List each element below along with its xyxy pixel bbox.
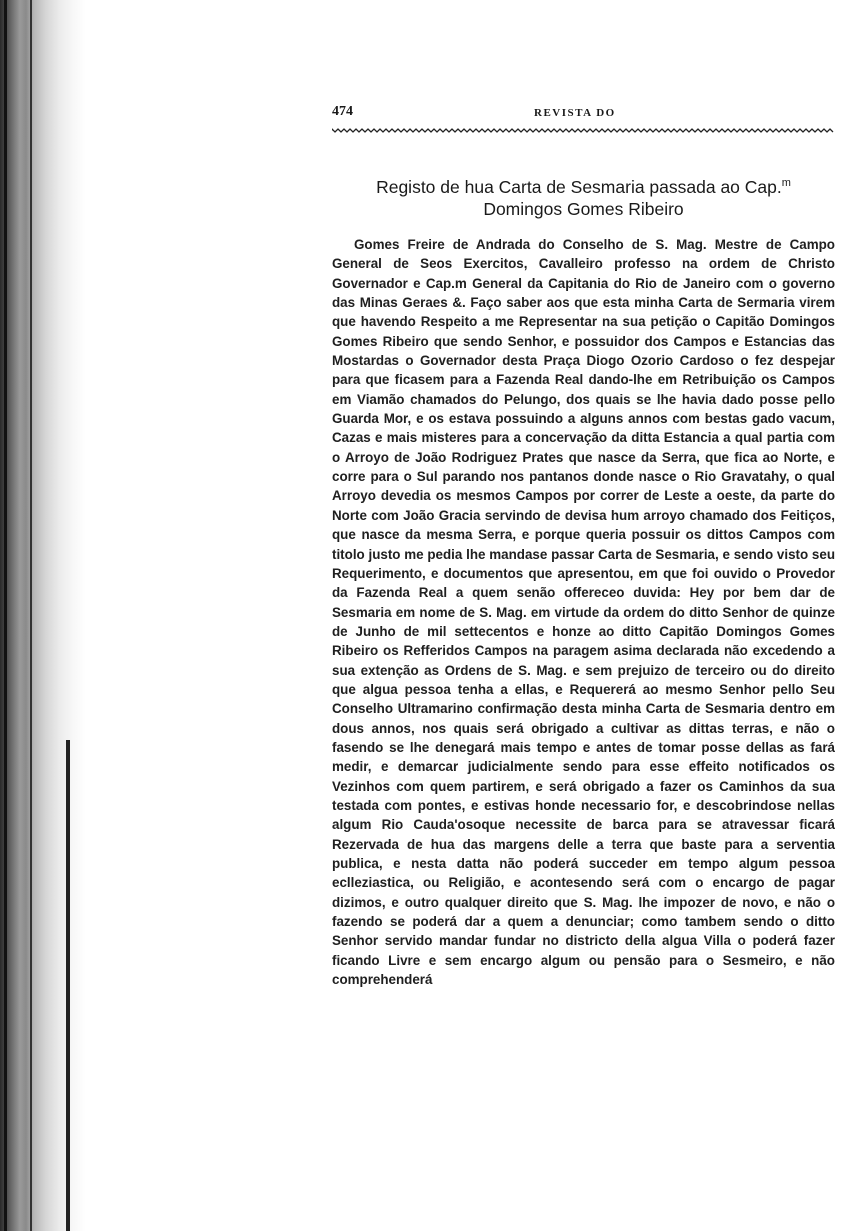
body-paragraph: Gomes Freire de Andrada do Conselho de S. Mag. Mestre de Campo General de Seos Exercitos, Cavalleiro professo na ordem de Christo Governador e Cap.m General da Capitania do Rio de Janeiro com o governo das Minas Geraes &. Faço saber aos que esta minha Carta de Sermaria virem que havendo Respeito a me Representar na sua petição o Capitão Domingos Gomes Ribeiro que sendo Senhor, e possuidor dos Campos e Estancias das Mostardas o Governador desta Praça Diogo Ozorio Cardoso o fez despejar para que ficasem para a Fazenda Real dando-lhe em Retribuição os Campos em Viamão chamados do Pelungo, dos quais se lhe havia dado posse pello Guarda Mor, e os estava possuindo a alguns annos com bestas gado vacum, Cazas e mais misteres para a concervação da ditta Estancia a qual partia com o Arroyo de João Rodriguez Prates que nasce da Serra, que fica ao Norte, e corre para o Sul parando nos pantanos donde nasce o Rio Gravatahy, o qual Arroyo devedia os mesmos Campos por correr de Leste a oeste, da parte do Norte com João Gracia servindo de devisa hum arroyo chamado dos Feitiços, que nasce da mesma Serra, e porque queria possuir os dittos Campos com titolo justo me pedia lhe mandase passar Carta de Sesmaria, e sendo visto seu Requerimento, e documentos que apresentou, em que foi ouvido o Provedor da Fazenda Real a quem senão offereceo duvida: Hey por bem dar de Sesmaria em nome de S. Mag. em virtude da ordem do ditto Senhor de quinze de Junho de mil settecentos e honze ao ditto Capitão Domingos Gomes Ribeiro os Refferidos Campos na paragem asima declarada não excedendo a sua extenção as Ordens de S. Mag. e sem prejuizo de terceiro ou do direito que algua pessoa tenha a ellas, e Requererá ao mesmo Senhor pello Seu Conselho Ultramarino confirmação desta minha Carta de Sesmaria dentro em dous annos, nos quais será obrigado a cultivar as dittas terras, e não o fasendo se lhe denegará mais tempo e antes de tomar posse dellas as fará medir, e demarcar judicialmente sendo para esse effeito notificados os Vezinhos com quem partirem, e será obrigado a fazer os Caminhos da sua testada com pontes, e estivas honde necessario for, e descobrindose nellas algum Rio Cauda'osoque necessite de barca para se atravessar ficará Rezervada de hua das margens delle a terra que baste para a serventia publica, e nesta datta não poderá succeder em tempo algum pessoa eclleziastica, ou Religião, e acontesendo será com o encargo de pagar dizimos, e outro qualquer direito que S. Mag. lhe impozer de novo, e não o fazendo se poderá dar a quem a denunciar; como tambem sendo o ditto Senhor servido mandar fundar no districto della algua Villa o poderá fazer ficando Livre e sem encargo algum ou pensão para o Sesmeiro, e não comprehenderá — [332, 237, 835, 988]
running-head: REVISTA DO — [534, 107, 616, 119]
binding-line — [30, 0, 32, 1231]
title-line-2: Domingos Gomes Ribeiro — [483, 198, 684, 219]
binding-line — [4, 0, 7, 1231]
page-number: 474 — [332, 104, 353, 119]
document-title — [332, 172, 835, 220]
header-rule — [332, 128, 835, 133]
binding-line — [66, 740, 70, 1231]
page-binding-shadow — [0, 0, 86, 1231]
wavy-rule — [332, 128, 835, 133]
page-header — [332, 104, 835, 128]
title-line-1: Registo de hua Carta de Sesmaria passada ao Cap.$^m$ — [376, 176, 791, 197]
